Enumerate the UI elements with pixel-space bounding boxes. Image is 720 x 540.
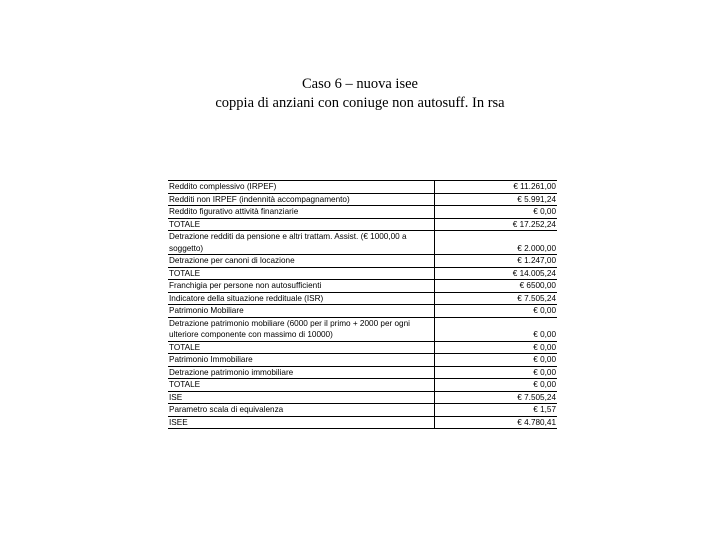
row-label: Detrazione patrimonio immobiliare [168,366,434,379]
table-row [168,292,557,305]
row-value: € 0,00 [434,354,557,367]
row-label: Redditi non IRPEF (indennità accompagnamento) [168,193,434,206]
row-value: € 14.005,24 [434,267,557,280]
row-value: € 7.505,24 [434,292,557,305]
row-value: € 0,00 [434,206,557,219]
row-value: € 4.780,41 [434,416,557,429]
row-value: € 0,00 [434,366,557,379]
row-label: Franchigia per persone non autosufficienti [168,280,434,293]
row-label: TOTALE [168,218,434,231]
row-value: € 1.247,00 [434,255,557,268]
table-row [168,206,557,219]
row-label: TOTALE [168,341,434,354]
table-row [168,267,557,280]
table-row [168,341,557,354]
row-value: € 6500,00 [434,280,557,293]
title-line-2: coppia di anziani con coniuge non autosuff. In rsa [215,95,505,111]
table-row [168,404,557,417]
table-row [168,181,557,194]
row-label: Patrimonio Mobiliare [168,305,434,318]
row-value: € 0,00 [434,379,557,392]
row-value: € 0,00 [434,305,557,318]
isee-calculation-table-container [168,180,557,429]
row-label: Detrazione redditi da pensione e altri trattam. Assist. (€ 1000,00 a soggetto) [168,231,434,255]
row-label: Detrazione per canoni di locazione [168,255,434,268]
row-label: Reddito figurativo attività finanziarie [168,206,434,219]
table-row [168,193,557,206]
row-label: ISEE [168,416,434,429]
table-row [168,255,557,268]
row-label: Reddito complessivo (IRPEF) [168,181,434,194]
page-title [0,75,720,113]
row-value: € 17.252,24 [434,218,557,231]
row-value: € 0,00 [434,341,557,354]
row-value: € 2.000,00 [434,231,557,255]
row-label: Patrimonio Immobiliare [168,354,434,367]
table-row [168,317,557,341]
table-row [168,391,557,404]
row-label: Indicatore della situazione reddituale (ISR) [168,292,434,305]
title-line-1: Caso 6 – nuova isee [302,76,418,92]
row-label: TOTALE [168,267,434,280]
row-value: € 0,00 [434,317,557,341]
row-label: TOTALE [168,379,434,392]
table-row [168,231,557,255]
row-value: € 7.505,24 [434,391,557,404]
table-row [168,280,557,293]
table-row [168,354,557,367]
row-label: Detrazione patrimonio mobiliare (6000 per il primo + 2000 per ogni ulteriore componente con massimo di 10000) [168,317,434,341]
table-row [168,305,557,318]
row-label: ISE [168,391,434,404]
table-row [168,379,557,392]
row-value: € 11.261,00 [434,181,557,194]
table-row [168,218,557,231]
row-value: € 1,57 [434,404,557,417]
table-row [168,416,557,429]
row-label: Parametro scala di equivalenza [168,404,434,417]
isee-calculation-table [168,180,557,429]
row-value: € 5.991,24 [434,193,557,206]
table-row [168,366,557,379]
